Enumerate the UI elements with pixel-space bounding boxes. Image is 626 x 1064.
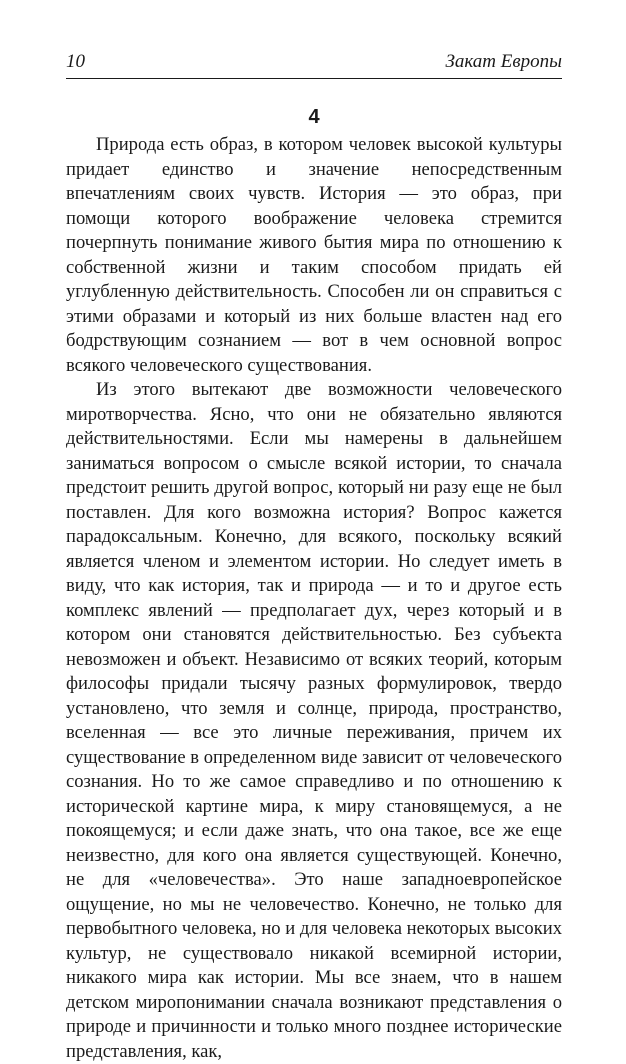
body-text bbox=[66, 133, 562, 1064]
paragraph: Из этого вытекают две возможности человеческого миротворчества. Ясно, что они не обязательно являются действительностями. Если мы намерены в дальнейшем заниматься вопросом о смысле всякой истории, то сначала предстоит решить другой вопрос, который ни разу еще не был поставлен. Для кого возможна история? Вопрос кажется парадоксальным. Конечно, для всякого, поскольку всякий является членом и элементом истории. Но следует иметь в виду, что как история, так и природа — и то и другое есть комплекс явлений — предполагает дух, через который и в котором они становятся действительностью. Без субъекта невозможен и объект. Независимо от всяких теорий, которым философы придали тысячу разных формулировок, твердо установлено, что земля и солнце, природа, пространство, вселенная — все это личные переживания, причем их существование в определенном виде зависит от человеческого сознания. Но то же самое справедливо и по отношению к исторической картине мира, к миру становящемуся, а не покоящемуся; и если даже знать, что она такое, все же еще неизвестно, для кого она является существующей. Конечно, не для «человечества». Это наше западноевропейское ощущение, но мы не человечество. Конечно, не только для первобытного человека, но и для человека некоторых высоких культур, не существовало никакой всемирной истории, никакого мира как истории. Мы все знаем, что в нашем детском миропонимании сначала возникают представления о природе и причинности и только много позднее исторические представления, как, bbox=[66, 379, 562, 1062]
book-title: Закат Европы bbox=[445, 51, 562, 72]
page-number: 10 bbox=[66, 51, 85, 72]
paragraph: Природа есть образ, в котором человек высокой культуры придает единство и значение непосредственным впечатлениям своих чувств. История — это образ, при помощи которого воображение человека стремится почерпнуть понимание живого бытия мира по отношению к собственной жизни и таким способом придать ей углубленную действительность. Способен ли он справиться с этими образами и который из них больше властен над его бодрствующим сознанием — вот в чем основной вопрос всякого человеческого существования. bbox=[66, 134, 562, 376]
running-header bbox=[66, 50, 562, 79]
book-page bbox=[66, 50, 562, 1064]
chapter-number: 4 bbox=[308, 106, 320, 128]
